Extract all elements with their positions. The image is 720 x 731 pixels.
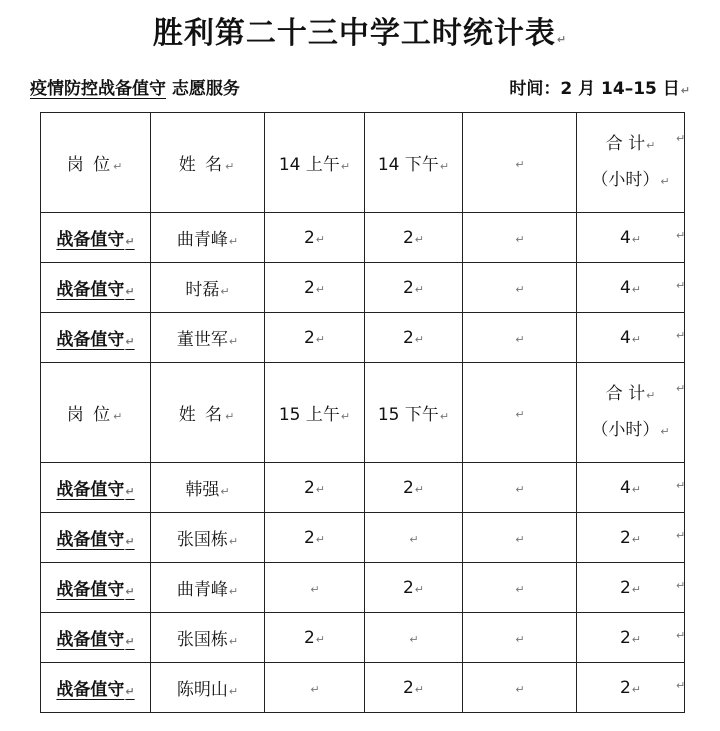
paragraph-mark-icon: ↵ — [315, 532, 326, 546]
morning-hours-cell-text: 2 — [303, 327, 315, 348]
afternoon-hours-cell-text: 2 — [402, 577, 414, 598]
name-cell-text: 张国栋 — [176, 630, 228, 650]
paragraph-mark-icon: ↵ — [414, 582, 425, 596]
paragraph-mark-icon: ↵ — [556, 33, 568, 46]
blank-cell — [463, 313, 577, 363]
paragraph-mark-icon: ↵ — [631, 682, 642, 696]
row-end-mark-icon: ↵ — [676, 229, 686, 242]
header-afternoon — [365, 363, 463, 463]
header-total-line2-text: （小时） — [591, 169, 660, 190]
table-row — [41, 563, 685, 613]
paragraph-mark-icon: ↵ — [315, 232, 326, 246]
post-cell — [41, 513, 151, 563]
total-hours-cell — [577, 213, 685, 263]
paragraph-mark-icon: ↵ — [515, 232, 525, 246]
paragraph-mark-icon: ↵ — [439, 160, 450, 173]
paragraph-mark-icon: ↵ — [315, 332, 326, 346]
morning-hours-cell-text: 2 — [303, 477, 315, 498]
paragraph-mark-icon: ↵ — [225, 160, 237, 173]
paragraph-mark-icon: ↵ — [631, 532, 642, 546]
header-post-text: 岗 位 — [66, 155, 113, 175]
header-afternoon-text: 14 下午 — [377, 155, 439, 175]
paragraph-mark-icon: ↵ — [310, 582, 320, 596]
name-cell — [151, 513, 265, 563]
table-row — [41, 663, 685, 713]
header-total — [577, 363, 685, 463]
afternoon-hours-cell-text: 2 — [402, 277, 414, 298]
paragraph-mark-icon: ↵ — [414, 332, 425, 346]
paragraph-mark-icon: ↵ — [646, 388, 656, 402]
total-hours-cell-text: 2 — [619, 627, 631, 648]
afternoon-hours-cell — [365, 613, 463, 663]
row-end-mark-icon: ↵ — [676, 279, 686, 292]
table-row — [41, 213, 685, 263]
morning-hours-cell — [265, 513, 365, 563]
header-blank — [463, 113, 577, 213]
header-total-line1 — [577, 377, 684, 413]
header-total-line2 — [577, 163, 684, 199]
paragraph-mark-icon: ↵ — [439, 410, 450, 423]
header-name-text: 姓 名 — [178, 155, 225, 175]
blank-cell — [463, 513, 577, 563]
post-cell-text: 战备值守 — [56, 630, 125, 650]
header-name — [151, 363, 265, 463]
paragraph-mark-icon: ↵ — [631, 582, 642, 596]
post-cell — [41, 463, 151, 513]
afternoon-hours-cell-text: 2 — [402, 227, 414, 248]
afternoon-hours-cell — [365, 313, 463, 363]
header-morning-text: 14 上午 — [278, 155, 340, 175]
row-end-mark-icon: ↵ — [676, 579, 686, 592]
blank-cell — [463, 563, 577, 613]
afternoon-hours-cell — [365, 213, 463, 263]
total-hours-cell-text: 2 — [619, 677, 631, 698]
blank-cell — [463, 613, 577, 663]
paragraph-mark-icon: ↵ — [680, 84, 690, 97]
header-morning — [265, 363, 365, 463]
name-cell — [151, 313, 265, 363]
header-afternoon — [365, 113, 463, 213]
paragraph-mark-icon: ↵ — [414, 282, 425, 296]
paragraph-mark-icon: ↵ — [228, 685, 239, 698]
post-cell-text: 战备值守 — [56, 330, 125, 350]
paragraph-mark-icon: ↵ — [515, 157, 525, 171]
morning-hours-cell — [265, 463, 365, 513]
paragraph-mark-icon: ↵ — [315, 632, 326, 646]
header-total — [577, 113, 685, 213]
paragraph-mark-icon: ↵ — [515, 282, 525, 296]
total-hours-cell-text: 4 — [619, 227, 631, 248]
table-header-row — [41, 113, 685, 213]
paragraph-mark-icon: ↵ — [409, 632, 419, 646]
total-hours-cell — [577, 313, 685, 363]
total-hours-cell-text: 2 — [619, 527, 631, 548]
afternoon-hours-cell-text: 2 — [402, 677, 414, 698]
post-cell — [41, 613, 151, 663]
post-cell — [41, 663, 151, 713]
paragraph-mark-icon: ↵ — [228, 235, 239, 248]
paragraph-mark-icon: ↵ — [515, 682, 525, 696]
name-cell-text: 时磊 — [185, 280, 220, 300]
paragraph-mark-icon: ↵ — [125, 285, 135, 298]
header-afternoon-text: 15 下午 — [377, 405, 439, 425]
blank-cell — [463, 263, 577, 313]
total-hours-cell — [577, 663, 685, 713]
paragraph-mark-icon: ↵ — [228, 535, 239, 548]
post-cell-text: 战备值守 — [56, 680, 125, 700]
paragraph-mark-icon: ↵ — [409, 532, 419, 546]
header-post-text: 岗 位 — [66, 405, 113, 425]
row-end-mark-icon: ↵ — [676, 479, 686, 492]
paragraph-mark-icon: ↵ — [515, 407, 525, 421]
header-morning — [265, 113, 365, 213]
name-cell-text: 张国栋 — [176, 530, 228, 550]
service-type — [30, 74, 240, 99]
hours-table — [40, 112, 685, 713]
paragraph-mark-icon: ↵ — [660, 424, 670, 438]
row-end-mark-icon: ↵ — [676, 629, 686, 642]
morning-hours-cell-text: 2 — [303, 627, 315, 648]
total-hours-cell — [577, 463, 685, 513]
paragraph-mark-icon: ↵ — [315, 482, 326, 496]
paragraph-mark-icon: ↵ — [631, 282, 642, 296]
paragraph-mark-icon: ↵ — [228, 335, 239, 348]
paragraph-mark-icon: ↵ — [125, 635, 135, 648]
total-hours-cell — [577, 613, 685, 663]
total-hours-cell — [577, 563, 685, 613]
morning-hours-cell-text: 2 — [303, 277, 315, 298]
paragraph-mark-icon: ↵ — [310, 682, 320, 696]
blank-cell — [463, 663, 577, 713]
table-header-row — [41, 363, 685, 463]
paragraph-mark-icon: ↵ — [220, 485, 230, 498]
blank-cell — [463, 463, 577, 513]
post-cell — [41, 563, 151, 613]
paragraph-mark-icon: ↵ — [631, 482, 642, 496]
total-hours-cell-text: 4 — [619, 477, 631, 498]
name-cell — [151, 563, 265, 613]
table-row — [41, 463, 685, 513]
name-cell — [151, 463, 265, 513]
paragraph-mark-icon: ↵ — [225, 410, 237, 423]
post-cell-text: 战备值守 — [56, 480, 125, 500]
morning-hours-cell-text: 2 — [303, 527, 315, 548]
total-hours-cell-text: 4 — [619, 327, 631, 348]
paragraph-mark-icon: ↵ — [315, 282, 326, 296]
header-total-line2 — [577, 413, 684, 449]
table-row — [41, 613, 685, 663]
afternoon-hours-cell — [365, 663, 463, 713]
paragraph-mark-icon: ↵ — [125, 535, 135, 548]
paragraph-mark-icon: ↵ — [414, 482, 425, 496]
name-cell-text: 陈明山 — [176, 680, 228, 700]
name-cell-text: 董世军 — [176, 330, 228, 350]
name-cell — [151, 613, 265, 663]
header-blank — [463, 363, 577, 463]
total-hours-cell — [577, 513, 685, 563]
post-cell-text: 战备值守 — [56, 230, 125, 250]
post-cell — [41, 263, 151, 313]
afternoon-hours-cell — [365, 263, 463, 313]
name-cell — [151, 263, 265, 313]
document-title — [0, 8, 720, 52]
paragraph-mark-icon: ↵ — [631, 232, 642, 246]
post-cell-text: 战备值守 — [56, 580, 125, 600]
afternoon-hours-cell — [365, 463, 463, 513]
post-cell-text: 战备值守 — [56, 530, 125, 550]
header-name — [151, 113, 265, 213]
morning-hours-cell — [265, 613, 365, 663]
subtitle-line — [30, 74, 690, 104]
paragraph-mark-icon: ↵ — [228, 585, 239, 598]
afternoon-hours-cell — [365, 563, 463, 613]
paragraph-mark-icon: ↵ — [125, 235, 135, 248]
afternoon-hours-cell-text: 2 — [402, 477, 414, 498]
paragraph-mark-icon: ↵ — [515, 482, 525, 496]
paragraph-mark-icon: ↵ — [113, 160, 125, 173]
paragraph-mark-icon: ↵ — [125, 685, 135, 698]
paragraph-mark-icon: ↵ — [660, 174, 670, 188]
blank-cell — [463, 213, 577, 263]
table-row — [41, 263, 685, 313]
row-end-mark-icon: ↵ — [676, 382, 686, 395]
morning-hours-cell — [265, 263, 365, 313]
paragraph-mark-icon: ↵ — [340, 160, 351, 173]
afternoon-hours-cell — [365, 513, 463, 563]
paragraph-mark-icon: ↵ — [125, 335, 135, 348]
morning-hours-cell — [265, 313, 365, 363]
name-cell — [151, 663, 265, 713]
post-cell — [41, 213, 151, 263]
name-cell-text: 曲青峰 — [176, 230, 228, 250]
time-range-text: 时间：2 月 14–15 日 — [509, 79, 680, 99]
paragraph-mark-icon: ↵ — [646, 138, 656, 152]
paragraph-mark-icon: ↵ — [340, 410, 351, 423]
service-type-rest: 志愿服务 — [166, 79, 240, 99]
morning-hours-cell — [265, 663, 365, 713]
header-post — [41, 363, 151, 463]
paragraph-mark-icon: ↵ — [414, 682, 425, 696]
paragraph-mark-icon: ↵ — [631, 332, 642, 346]
paragraph-mark-icon: ↵ — [125, 485, 135, 498]
table-row — [41, 513, 685, 563]
paragraph-mark-icon: ↵ — [515, 332, 525, 346]
paragraph-mark-icon: ↵ — [515, 532, 525, 546]
paragraph-mark-icon: ↵ — [631, 632, 642, 646]
post-cell — [41, 313, 151, 363]
paragraph-mark-icon: ↵ — [515, 582, 525, 596]
header-total-line1-text: 合 计 — [605, 133, 646, 154]
header-post — [41, 113, 151, 213]
afternoon-hours-cell-text: 2 — [402, 327, 414, 348]
paragraph-mark-icon: ↵ — [414, 232, 425, 246]
paragraph-mark-icon: ↵ — [220, 285, 230, 298]
paragraph-mark-icon: ↵ — [515, 632, 525, 646]
total-hours-cell-text: 2 — [619, 577, 631, 598]
document-title-text: 胜利第二十三中学工时统计表 — [152, 16, 556, 51]
total-hours-cell-text: 4 — [619, 277, 631, 298]
morning-hours-cell — [265, 563, 365, 613]
paragraph-mark-icon: ↵ — [228, 635, 239, 648]
morning-hours-cell — [265, 213, 365, 263]
header-total-line2-text: （小时） — [591, 419, 660, 440]
header-total-line1-text: 合 计 — [605, 383, 646, 404]
header-total-line1 — [577, 127, 684, 163]
header-morning-text: 15 上午 — [278, 405, 340, 425]
header-name-text: 姓 名 — [178, 405, 225, 425]
name-cell-text: 曲青峰 — [176, 580, 228, 600]
name-cell — [151, 213, 265, 263]
total-hours-cell — [577, 263, 685, 313]
paragraph-mark-icon: ↵ — [125, 585, 135, 598]
service-type-underlined: 疫情防控战备值守 — [30, 79, 166, 99]
row-end-mark-icon: ↵ — [676, 679, 686, 692]
row-end-mark-icon: ↵ — [676, 329, 686, 342]
table-row — [41, 313, 685, 363]
post-cell-text: 战备值守 — [56, 280, 125, 300]
time-range — [509, 74, 690, 99]
name-cell-text: 韩强 — [185, 480, 220, 500]
paragraph-mark-icon: ↵ — [113, 410, 125, 423]
morning-hours-cell-text: 2 — [303, 227, 315, 248]
row-end-mark-icon: ↵ — [676, 132, 686, 145]
row-end-mark-icon: ↵ — [676, 529, 686, 542]
